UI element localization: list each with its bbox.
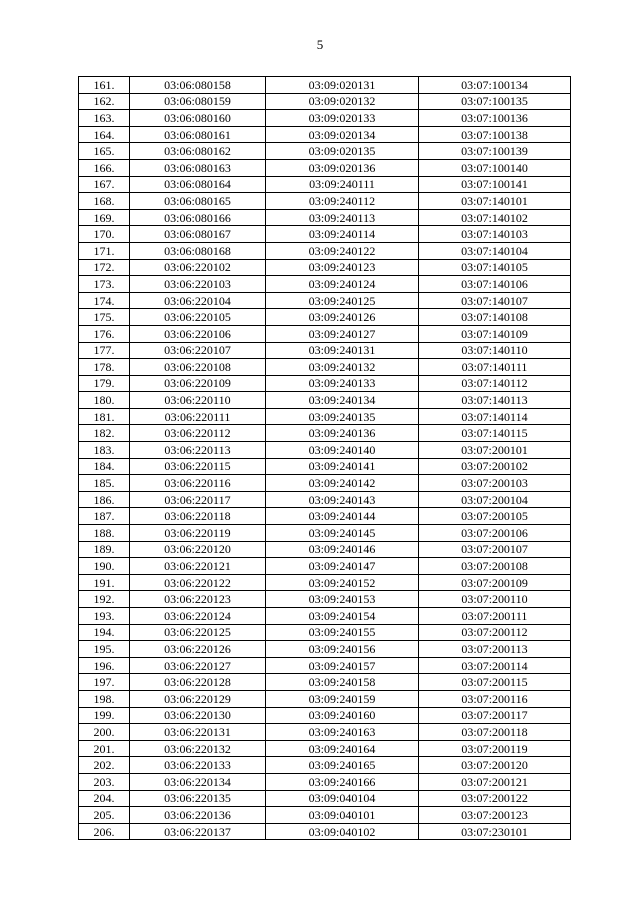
code-cell-col3: 03:09:240146 (266, 541, 419, 558)
code-cell-col4: 03:07:140112 (419, 375, 571, 392)
code-cell-col3: 03:09:020132 (266, 93, 419, 110)
row-number-cell: 198. (79, 690, 130, 707)
code-cell-col3: 03:09:240154 (266, 608, 419, 625)
table-row (79, 591, 571, 608)
code-cell-col3: 03:09:240127 (266, 325, 419, 342)
code-cell-col3: 03:09:240142 (266, 475, 419, 492)
code-cell-col2: 03:06:220126 (130, 641, 266, 658)
code-cell-col3: 03:09:240114 (266, 226, 419, 243)
code-cell-col2: 03:06:220132 (130, 740, 266, 757)
code-cell-col4: 03:07:100134 (419, 77, 571, 94)
row-number-cell: 177. (79, 342, 130, 359)
code-cell-col3: 03:09:020134 (266, 126, 419, 143)
table-row (79, 707, 571, 724)
code-cell-col2: 03:06:220134 (130, 773, 266, 790)
row-number-cell: 186. (79, 491, 130, 508)
code-cell-col3: 03:09:240164 (266, 740, 419, 757)
code-cell-col4: 03:07:140110 (419, 342, 571, 359)
code-cell-col3: 03:09:240132 (266, 359, 419, 376)
table-row (79, 641, 571, 658)
code-cell-col3: 03:09:240140 (266, 442, 419, 459)
code-cell-col2: 03:06:220102 (130, 259, 266, 276)
row-number-cell: 189. (79, 541, 130, 558)
code-cell-col4: 03:07:100136 (419, 110, 571, 127)
code-cell-col3: 03:09:240122 (266, 242, 419, 259)
row-number-cell: 182. (79, 425, 130, 442)
code-cell-col2: 03:06:220136 (130, 807, 266, 824)
row-number-cell: 191. (79, 574, 130, 591)
code-cell-col2: 03:06:220129 (130, 690, 266, 707)
code-cell-col2: 03:06:080168 (130, 242, 266, 259)
row-number-cell: 165. (79, 143, 130, 160)
row-number-cell: 180. (79, 392, 130, 409)
table-row (79, 773, 571, 790)
row-number-cell: 162. (79, 93, 130, 110)
row-number-cell: 183. (79, 442, 130, 459)
row-number-cell: 196. (79, 657, 130, 674)
code-cell-col2: 03:06:220117 (130, 491, 266, 508)
code-cell-col4: 03:07:200117 (419, 707, 571, 724)
code-cell-col4: 03:07:200116 (419, 690, 571, 707)
code-cell-col2: 03:06:220128 (130, 674, 266, 691)
table-row (79, 226, 571, 243)
row-number-cell: 200. (79, 724, 130, 741)
code-cell-col2: 03:06:220120 (130, 541, 266, 558)
code-cell-col2: 03:06:220113 (130, 442, 266, 459)
row-number-cell: 174. (79, 292, 130, 309)
code-cell-col3: 03:09:020131 (266, 77, 419, 94)
code-cell-col3: 03:09:240112 (266, 193, 419, 210)
page-number: 5 (316, 37, 324, 52)
code-cell-col3: 03:09:240147 (266, 558, 419, 575)
code-cell-col4: 03:07:200102 (419, 458, 571, 475)
code-cell-col2: 03:06:220107 (130, 342, 266, 359)
row-number-cell: 204. (79, 790, 130, 807)
row-number-cell: 184. (79, 458, 130, 475)
code-cell-col3: 03:09:240135 (266, 408, 419, 425)
code-cell-col2: 03:06:220106 (130, 325, 266, 342)
code-cell-col2: 03:06:220137 (130, 823, 266, 840)
code-cell-col4: 03:07:140103 (419, 226, 571, 243)
code-cell-col4: 03:07:140104 (419, 242, 571, 259)
row-number-cell: 178. (79, 359, 130, 376)
table-row (79, 342, 571, 359)
table-row (79, 442, 571, 459)
code-cell-col2: 03:06:220104 (130, 292, 266, 309)
table-row (79, 110, 571, 127)
table-row (79, 657, 571, 674)
code-cell-col2: 03:06:080162 (130, 143, 266, 160)
code-cell-col4: 03:07:200111 (419, 608, 571, 625)
code-cell-col3: 03:09:240131 (266, 342, 419, 359)
row-number-cell: 193. (79, 608, 130, 625)
row-number-cell: 164. (79, 126, 130, 143)
table-row (79, 475, 571, 492)
row-number-cell: 181. (79, 408, 130, 425)
code-cell-col2: 03:06:220111 (130, 408, 266, 425)
code-cell-col2: 03:06:080160 (130, 110, 266, 127)
code-cell-col2: 03:06:220108 (130, 359, 266, 376)
code-cell-col4: 03:07:100135 (419, 93, 571, 110)
code-cell-col4: 03:07:200118 (419, 724, 571, 741)
row-number-cell: 199. (79, 707, 130, 724)
code-cell-col2: 03:06:220127 (130, 657, 266, 674)
table-row (79, 807, 571, 824)
row-number-cell: 179. (79, 375, 130, 392)
table-row (79, 757, 571, 774)
row-number-cell: 166. (79, 159, 130, 176)
code-cell-col2: 03:06:080158 (130, 77, 266, 94)
code-cell-col3: 03:09:240111 (266, 176, 419, 193)
row-number-cell: 173. (79, 276, 130, 293)
code-cell-col2: 03:06:220125 (130, 624, 266, 641)
code-cell-col4: 03:07:140108 (419, 309, 571, 326)
code-cell-col4: 03:07:200112 (419, 624, 571, 641)
code-cell-col2: 03:06:220133 (130, 757, 266, 774)
row-number-cell: 195. (79, 641, 130, 658)
table-row (79, 491, 571, 508)
code-cell-col4: 03:07:200104 (419, 491, 571, 508)
row-number-cell: 201. (79, 740, 130, 757)
code-cell-col3: 03:09:040104 (266, 790, 419, 807)
row-number-cell: 170. (79, 226, 130, 243)
code-cell-col3: 03:09:240153 (266, 591, 419, 608)
table-row (79, 325, 571, 342)
code-cell-col2: 03:06:220118 (130, 508, 266, 525)
code-cell-col3: 03:09:240143 (266, 491, 419, 508)
table-row (79, 508, 571, 525)
row-number-cell: 163. (79, 110, 130, 127)
code-cell-col2: 03:06:220112 (130, 425, 266, 442)
code-cell-col4: 03:07:200115 (419, 674, 571, 691)
table-row (79, 624, 571, 641)
code-cell-col4: 03:07:140107 (419, 292, 571, 309)
code-cell-col4: 03:07:200105 (419, 508, 571, 525)
table-row (79, 558, 571, 575)
code-cell-col3: 03:09:240163 (266, 724, 419, 741)
code-cell-col2: 03:06:080165 (130, 193, 266, 210)
code-cell-col2: 03:06:080166 (130, 209, 266, 226)
code-cell-col2: 03:06:080163 (130, 159, 266, 176)
row-number-cell: 185. (79, 475, 130, 492)
table-row (79, 724, 571, 741)
table-row (79, 425, 571, 442)
code-cell-col2: 03:06:220109 (130, 375, 266, 392)
code-cell-col2: 03:06:220110 (130, 392, 266, 409)
code-cell-col2: 03:06:220119 (130, 525, 266, 542)
code-cell-col4: 03:07:200121 (419, 773, 571, 790)
table-row (79, 790, 571, 807)
code-cell-col3: 03:09:240134 (266, 392, 419, 409)
code-cell-col4: 03:07:200110 (419, 591, 571, 608)
code-cell-col4: 03:07:140114 (419, 408, 571, 425)
code-cell-col2: 03:06:080161 (130, 126, 266, 143)
code-cell-col3: 03:09:240157 (266, 657, 419, 674)
code-cell-col3: 03:09:240113 (266, 209, 419, 226)
code-cell-col4: 03:07:200107 (419, 541, 571, 558)
code-cell-col4: 03:07:200106 (419, 525, 571, 542)
code-cell-col2: 03:06:220105 (130, 309, 266, 326)
code-cell-col3: 03:09:240155 (266, 624, 419, 641)
code-table (78, 76, 571, 840)
code-cell-col4: 03:07:200114 (419, 657, 571, 674)
code-cell-col4: 03:07:100140 (419, 159, 571, 176)
code-cell-col3: 03:09:240123 (266, 259, 419, 276)
code-cell-col4: 03:07:200108 (419, 558, 571, 575)
code-cell-col4: 03:07:140111 (419, 359, 571, 376)
row-number-cell: 187. (79, 508, 130, 525)
code-cell-col3: 03:09:240166 (266, 773, 419, 790)
table-row (79, 823, 571, 840)
row-number-cell: 197. (79, 674, 130, 691)
code-cell-col4: 03:07:140113 (419, 392, 571, 409)
row-number-cell: 194. (79, 624, 130, 641)
code-cell-col4: 03:07:140109 (419, 325, 571, 342)
row-number-cell: 175. (79, 309, 130, 326)
table-row (79, 408, 571, 425)
code-cell-col4: 03:07:200113 (419, 641, 571, 658)
code-cell-col2: 03:06:220103 (130, 276, 266, 293)
table-row (79, 525, 571, 542)
table-row (79, 93, 571, 110)
row-number-cell: 192. (79, 591, 130, 608)
table-row (79, 193, 571, 210)
code-cell-col3: 03:09:240156 (266, 641, 419, 658)
code-cell-col4: 03:07:200109 (419, 574, 571, 591)
table-row (79, 458, 571, 475)
table-row (79, 159, 571, 176)
code-table-body (79, 77, 571, 840)
table-row (79, 259, 571, 276)
code-cell-col3: 03:09:240160 (266, 707, 419, 724)
table-row (79, 375, 571, 392)
row-number-cell: 161. (79, 77, 130, 94)
table-row (79, 541, 571, 558)
code-cell-col4: 03:07:200101 (419, 442, 571, 459)
code-cell-col4: 03:07:140115 (419, 425, 571, 442)
code-cell-col4: 03:07:140102 (419, 209, 571, 226)
code-cell-col2: 03:06:080164 (130, 176, 266, 193)
code-cell-col3: 03:09:020135 (266, 143, 419, 160)
code-cell-col3: 03:09:240136 (266, 425, 419, 442)
table-row (79, 608, 571, 625)
table-row (79, 77, 571, 94)
code-cell-col4: 03:07:230101 (419, 823, 571, 840)
code-cell-col4: 03:07:200123 (419, 807, 571, 824)
code-cell-col3: 03:09:240126 (266, 309, 419, 326)
code-cell-col4: 03:07:140105 (419, 259, 571, 276)
code-cell-col3: 03:09:040102 (266, 823, 419, 840)
table-row (79, 276, 571, 293)
code-cell-col3: 03:09:020133 (266, 110, 419, 127)
table-row (79, 176, 571, 193)
code-cell-col3: 03:09:240152 (266, 574, 419, 591)
code-cell-col3: 03:09:240165 (266, 757, 419, 774)
row-number-cell: 169. (79, 209, 130, 226)
table-row (79, 740, 571, 757)
table-row (79, 309, 571, 326)
code-cell-col3: 03:09:240124 (266, 276, 419, 293)
code-cell-col3: 03:09:040101 (266, 807, 419, 824)
code-cell-col4: 03:07:100141 (419, 176, 571, 193)
table-row (79, 392, 571, 409)
code-cell-col4: 03:07:200119 (419, 740, 571, 757)
code-cell-col2: 03:06:220122 (130, 574, 266, 591)
code-cell-col3: 03:09:240125 (266, 292, 419, 309)
code-cell-col2: 03:06:220123 (130, 591, 266, 608)
code-cell-col2: 03:06:220130 (130, 707, 266, 724)
code-cell-col2: 03:06:220115 (130, 458, 266, 475)
code-cell-col3: 03:09:240144 (266, 508, 419, 525)
table-row (79, 242, 571, 259)
code-cell-col4: 03:07:200103 (419, 475, 571, 492)
row-number-cell: 176. (79, 325, 130, 342)
table-row (79, 690, 571, 707)
row-number-cell: 206. (79, 823, 130, 840)
code-cell-col4: 03:07:140106 (419, 276, 571, 293)
code-cell-col2: 03:06:220135 (130, 790, 266, 807)
code-cell-col2: 03:06:220131 (130, 724, 266, 741)
row-number-cell: 168. (79, 193, 130, 210)
row-number-cell: 171. (79, 242, 130, 259)
code-cell-col4: 03:07:100138 (419, 126, 571, 143)
table-row (79, 674, 571, 691)
table-row (79, 143, 571, 160)
code-cell-col2: 03:06:080159 (130, 93, 266, 110)
code-cell-col2: 03:06:220121 (130, 558, 266, 575)
code-cell-col4: 03:07:200120 (419, 757, 571, 774)
code-cell-col4: 03:07:140101 (419, 193, 571, 210)
code-cell-col3: 03:09:240141 (266, 458, 419, 475)
row-number-cell: 203. (79, 773, 130, 790)
row-number-cell: 202. (79, 757, 130, 774)
table-row (79, 209, 571, 226)
code-cell-col2: 03:06:080167 (130, 226, 266, 243)
code-cell-col3: 03:09:240145 (266, 525, 419, 542)
row-number-cell: 167. (79, 176, 130, 193)
code-cell-col3: 03:09:020136 (266, 159, 419, 176)
code-cell-col2: 03:06:220116 (130, 475, 266, 492)
table-row (79, 126, 571, 143)
code-cell-col3: 03:09:240159 (266, 690, 419, 707)
row-number-cell: 205. (79, 807, 130, 824)
table-row (79, 359, 571, 376)
row-number-cell: 188. (79, 525, 130, 542)
code-cell-col4: 03:07:100139 (419, 143, 571, 160)
table-row (79, 574, 571, 591)
code-cell-col3: 03:09:240158 (266, 674, 419, 691)
row-number-cell: 190. (79, 558, 130, 575)
code-cell-col3: 03:09:240133 (266, 375, 419, 392)
code-cell-col4: 03:07:200122 (419, 790, 571, 807)
table-row (79, 292, 571, 309)
row-number-cell: 172. (79, 259, 130, 276)
code-cell-col2: 03:06:220124 (130, 608, 266, 625)
